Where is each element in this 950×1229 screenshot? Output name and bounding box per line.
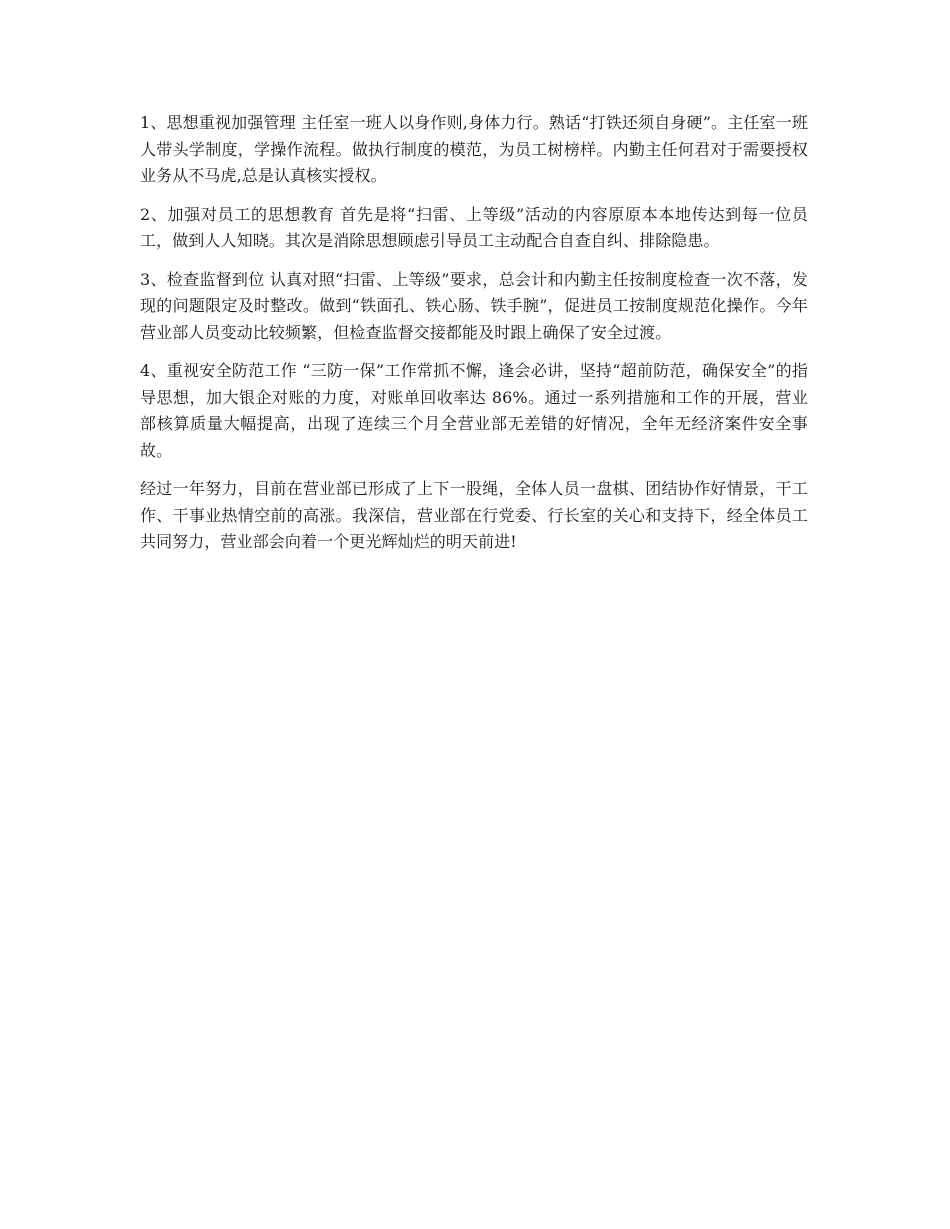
paragraph-safety: 4、重视安全防范工作 “三防一保”工作常抓不懈，逢会必讲，坚持“超前防范，确保安全”的指导思想，加大银企对账的力度，对账单回收率达 86%。通过一系列措施和工作的开展，营业部核算质量大幅提高，出现了连续三个月全营业部无差错的好情况，全年无经济案件安全事故。: [140, 361, 808, 460]
paragraph-management: 1、思想重视加强管理 主任室一班人以身作则,身体力行。熟话“打铁还须自身硬”。主任室一班人带头学制度，学操作流程。做执行制度的模范，为员工树榜样。内勤主任何君对于需要授权业务从不马虎,总是认真核实授权。: [140, 113, 808, 185]
paragraph-inspection: 3、检查监督到位 认真对照“扫雷、上等级”要求，总会计和内勤主任按制度检查一次不落，发现的问题限定及时整改。做到“铁面孔、铁心肠、铁手腕”，促进员工按制度规范化操作。今年营业部人员变动比较频繁，但检查监督交接都能及时跟上确保了安全过渡。: [140, 269, 808, 342]
document-page: [140, 110, 808, 568]
paragraph-staff-education: 2、加强对员工的思想教育 首先是将“扫雷、上等级”活动的内容原原本本地传达到每一位员工，做到人人知晓。其次是消除思想顾虑引导员工主动配合自查自纠、排除隐患。: [140, 204, 808, 250]
paragraph-conclusion: 经过一年努力，目前在营业部已形成了上下一股绳，全体人员一盘棋、团结协作好情景，干工作、干事业热情空前的高涨。我深信，营业部在行党委、行长室的关心和支持下，经全体员工共同努力，营业部会向着一个更光辉灿烂的明天前进!: [140, 479, 808, 551]
